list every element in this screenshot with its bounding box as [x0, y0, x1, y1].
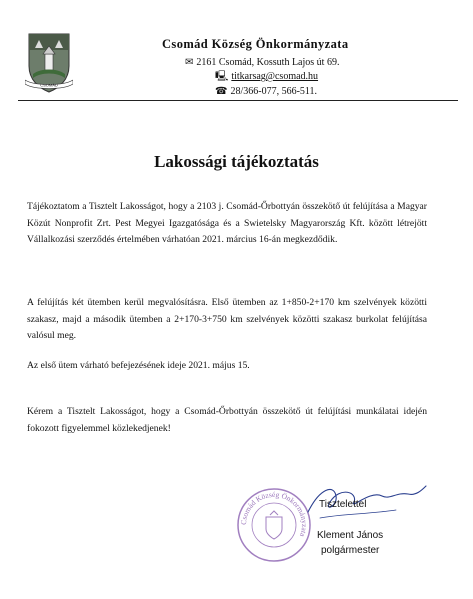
envelope-icon: ✉: [185, 56, 194, 68]
closing-text: Tisztelettel: [319, 499, 367, 510]
crest-banner-text: CSOMÁD: [40, 82, 58, 88]
address-text: 2161 Csomád, Kossuth Lajos út 69.: [196, 57, 340, 68]
paragraph-3: Az első ütem várható befejezésének ideje 2021. május 15.: [27, 360, 250, 371]
paragraph-2: A felújítás két ütemben kerül megvalósításra. Első ütemben az 1+850-2+170 km szelvények közötti szakasz, majd a második ütemben a 2+170-3+750 km szelvények közötti szakasz burkolat felújítása valósul meg.: [27, 297, 427, 341]
header-divider: [18, 100, 458, 101]
organization-name: Csomád Község Önkormányzata: [162, 37, 349, 51]
phone-text: 28/366-077, 566-511.: [230, 86, 318, 97]
paragraph-1: Tájékoztatom a Tisztelt Lakosságot, hogy a 2103 j. Csomád-Őrbottyán összekötő út felújítása a Magyar Közút Nonprofit Zrt. Pest Megyei Igazgatósága és a Swietelsky Magyarország Kft. között létrejött Vállalkozási szerződés értelmében várhatóan 2021. március 16-án megkezdődik.: [27, 201, 427, 245]
telephone-icon: ☎: [215, 85, 228, 97]
phone-line: [215, 86, 317, 97]
signatory-position: polgármester: [321, 545, 380, 556]
paragraph-4: Kérem a Tisztelt Lakosságot, hogy a Csomád-Őrbottyán összekötő út felújítási munkálatai idején fokozott figyelemmel közlekedjenek!: [27, 406, 427, 434]
email-line: [215, 71, 318, 82]
email-text[interactable]: titkarsag@csomad.hu: [231, 71, 319, 82]
municipal-crest-icon: [25, 30, 73, 94]
document-title: Lakossági tájékoztatás: [154, 152, 319, 171]
address-line: [185, 57, 339, 68]
signatory-name: Klement János: [317, 530, 384, 541]
stamp-text: Csomád Község Önkormányzata: [238, 489, 310, 539]
computer-icon: 🖳: [215, 70, 229, 82]
